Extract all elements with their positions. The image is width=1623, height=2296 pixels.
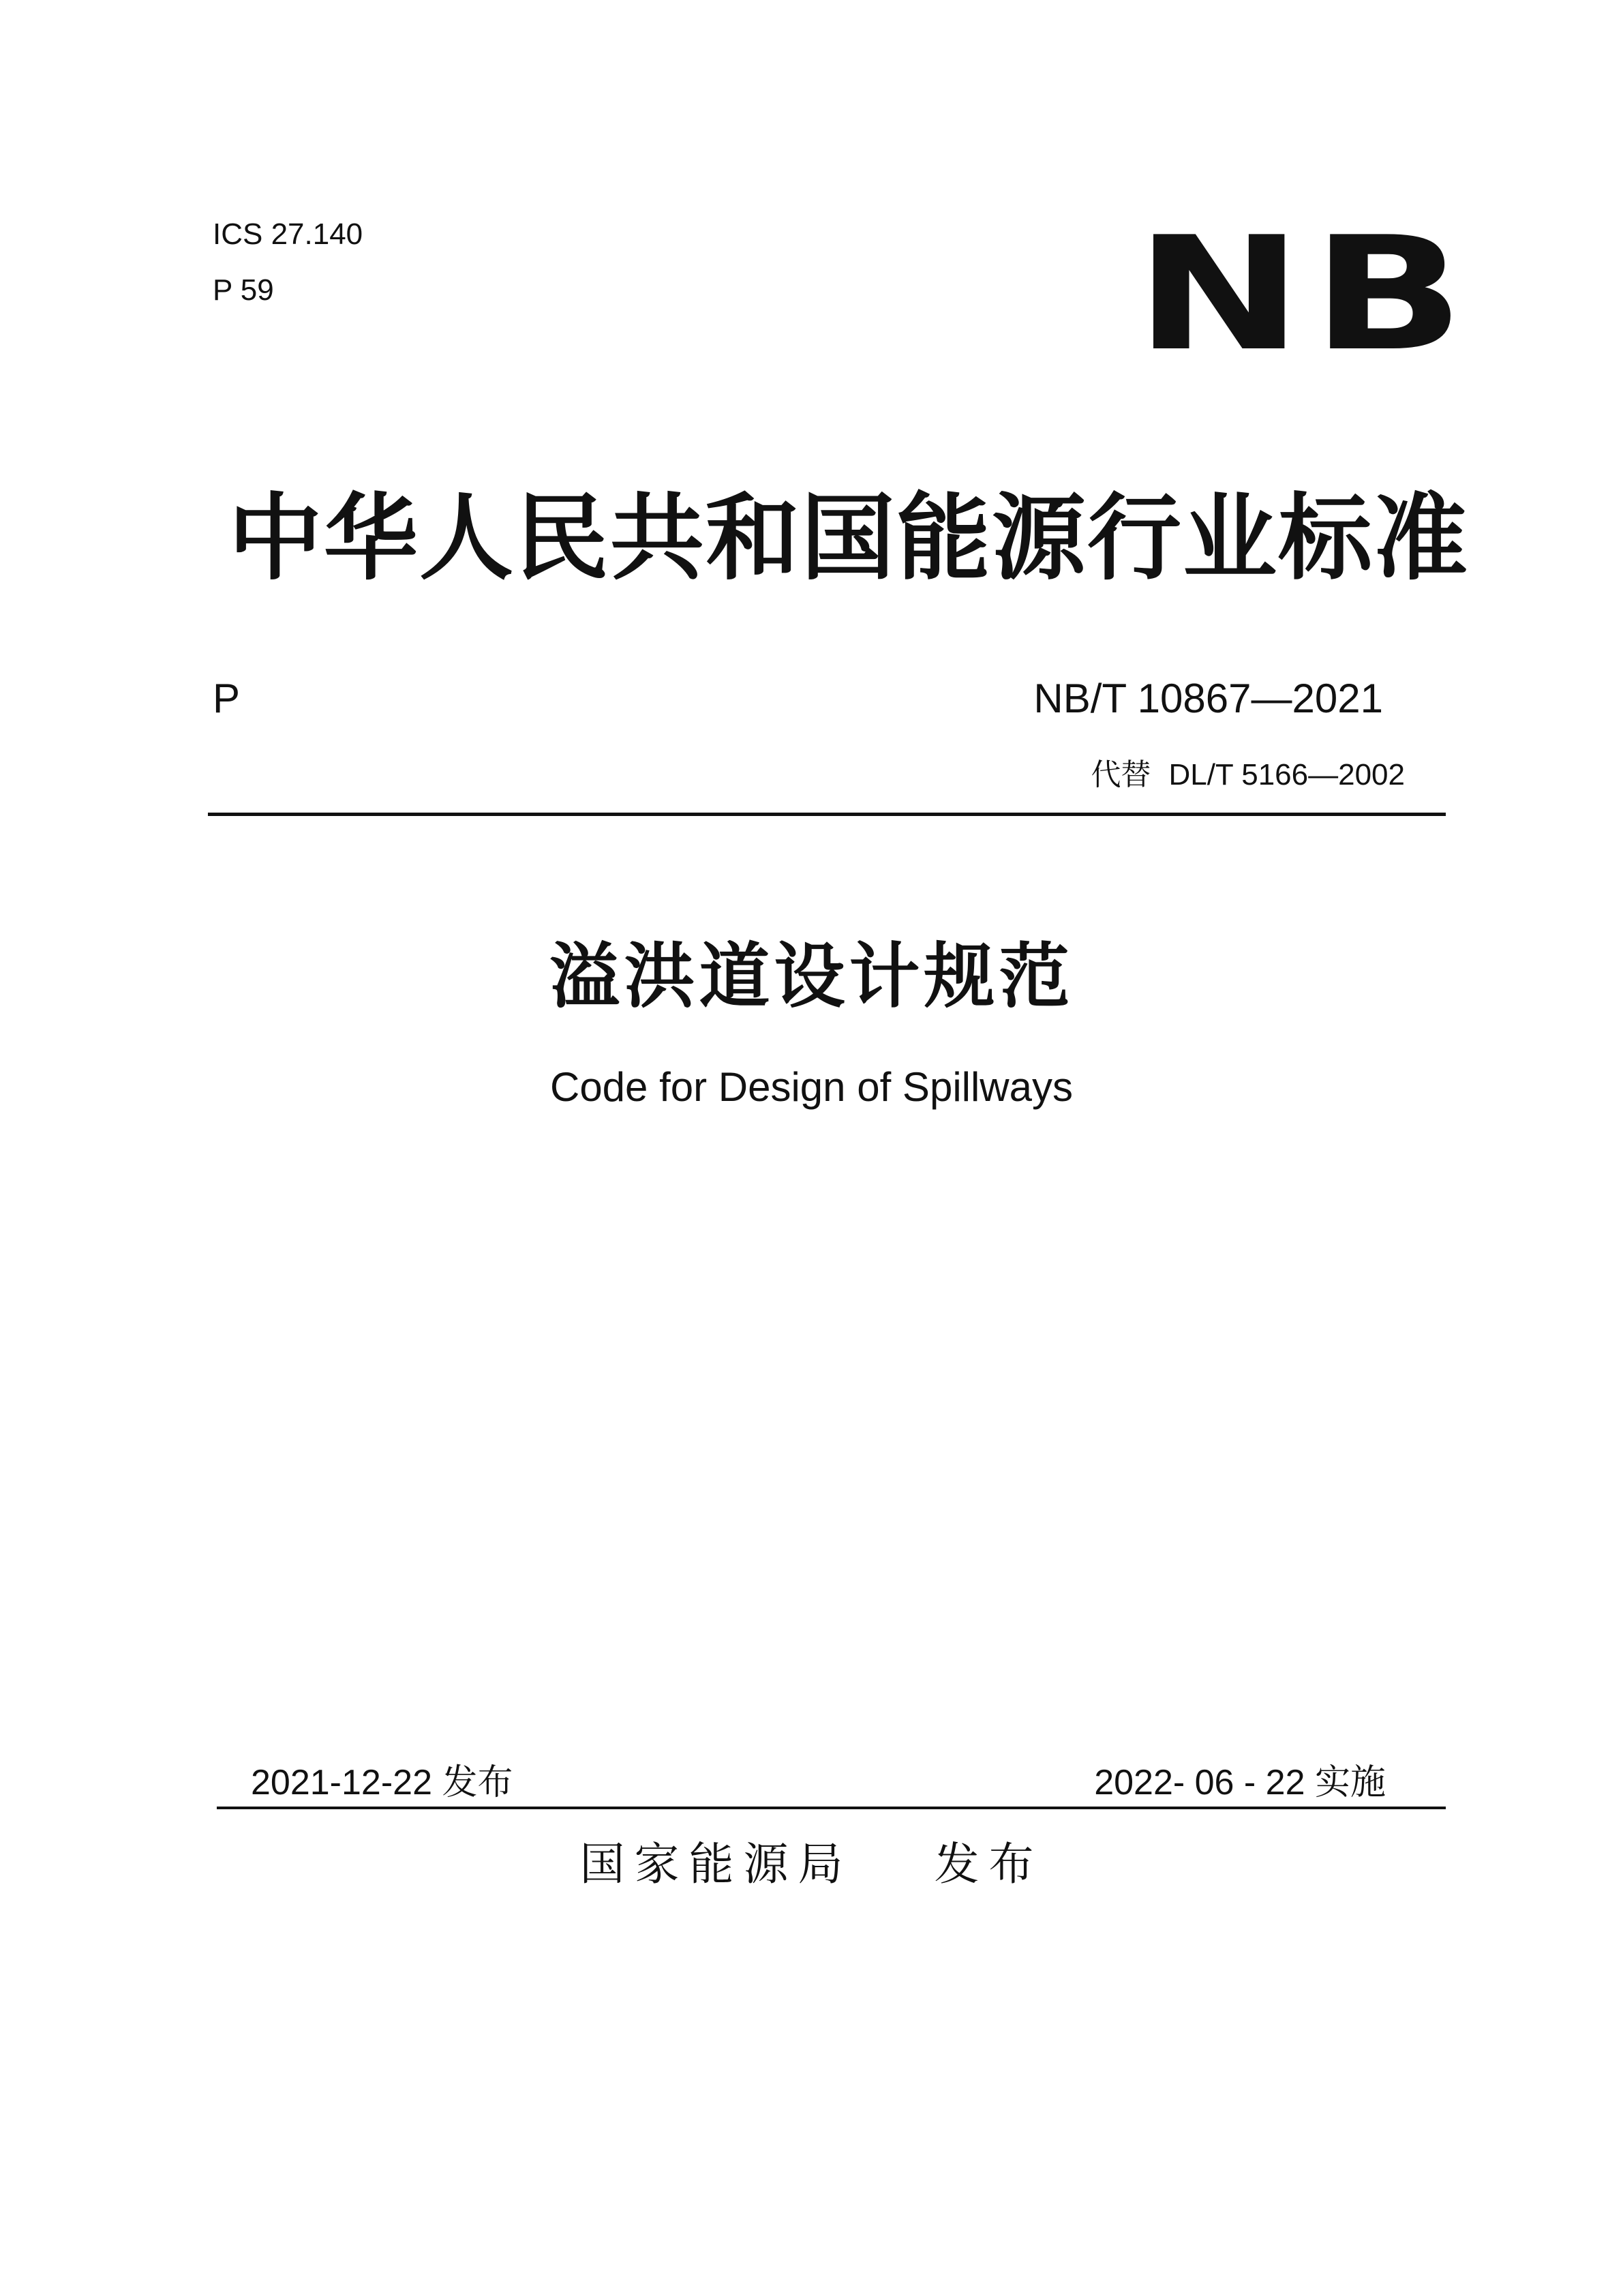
standard-number: NB/T 10867—2021: [1033, 676, 1383, 721]
issuer-name: 国家能源局: [579, 1838, 853, 1890]
standard-category-title: 中华人民共和国能源行业标准: [228, 483, 1470, 593]
publish-date-row: [251, 1762, 513, 1803]
document-title-en: Code for Design of Spillways: [549, 1064, 1074, 1110]
top-divider: [208, 813, 1446, 816]
document-title-cn: 溢洪道设计规范: [549, 934, 1074, 1018]
replaces-number: DL/T 5166—2002: [1168, 758, 1405, 791]
implement-label: 实施: [1314, 1762, 1386, 1803]
bottom-divider: [217, 1807, 1446, 1809]
publish-label: 发布: [442, 1762, 513, 1803]
publish-date: 2021-12-22: [251, 1763, 432, 1802]
nb-logo: NB: [1135, 204, 1474, 386]
implement-date: 2022- 06 - 22: [1094, 1763, 1305, 1802]
ics-code: ICS 27.140: [213, 217, 363, 251]
implement-date-row: [1094, 1762, 1386, 1803]
ccs-code: P 59: [213, 273, 274, 307]
category-code: P: [213, 676, 241, 721]
replaces-row: [1091, 757, 1405, 794]
replaces-label: 代替: [1091, 757, 1151, 792]
issuer-action: 发布: [934, 1838, 1044, 1890]
issuer-row: [0, 1837, 1623, 1892]
